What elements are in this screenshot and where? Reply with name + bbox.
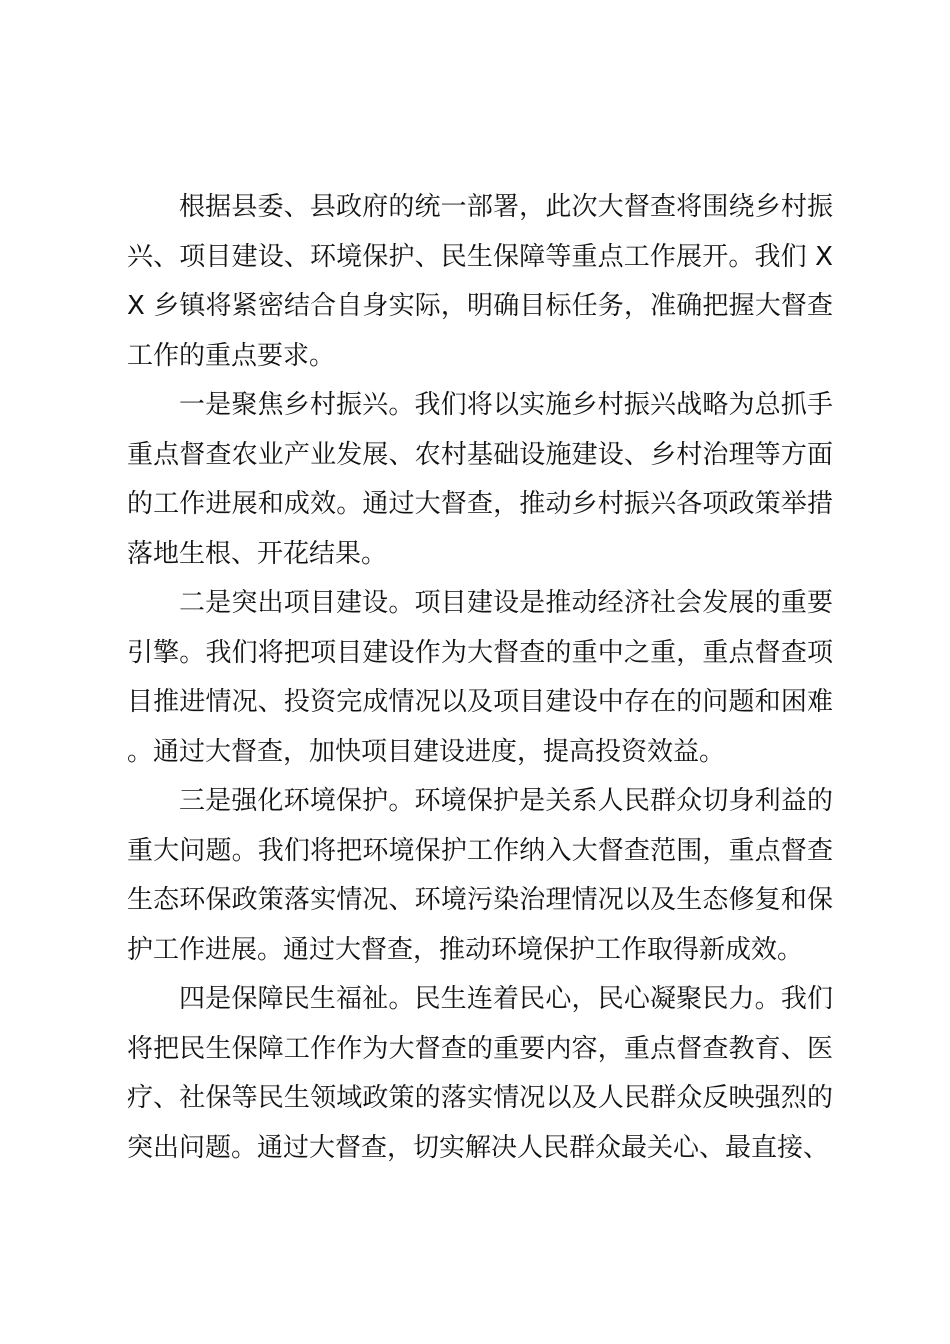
paragraph-intro: 根据县委、县政府的统一部署，此次大督查将围绕乡村振兴、项目建设、环境保护、民生保障等重点工作展开。我们 XX 乡镇将紧密结合自身实际，明确目标任务，准确把握大督查工作的重点要求。 [127, 192, 833, 371]
paragraph-project-construction: 二是突出项目建设。项目建设是推动经济社会发展的重要引擎。我们将把项目建设作为大督查的重中之重，重点督查项目推进情况、投资完成情况以及项目建设中存在的问题和困难。通过大督查，加快项目建设进度，提高投资效益。 [127, 588, 833, 767]
paragraph-rural-revitalization: 一是聚焦乡村振兴。我们将以实施乡村振兴战略为总抓手重点督查农业产业发展、农村基础设施建设、乡村治理等方面的工作进展和成效。通过大督查，推动乡村振兴各项政策举措落地生根、开花结果。 [127, 390, 833, 569]
paragraph-livelihood: 四是保障民生福祉。民生连着民心，民心凝聚民力。我们将把民生保障工作作为大督查的重要内容，重点督查教育、医疗、社保等民生领域政策的落实情况以及人民群众反映强烈的突出问题。通过大督查，切实解决人民群众最关心、最直接、 [127, 984, 833, 1163]
paragraph-environmental-protection: 三是强化环境保护。环境保护是关系人民群众切身利益的重大问题。我们将把环境保护工作纳入大督查范围，重点督查生态环保政策落实情况、环境污染治理情况以及生态修复和保护工作进展。通过大督查，推动环境保护工作取得新成效。 [127, 786, 833, 965]
document-body [127, 183, 833, 1173]
